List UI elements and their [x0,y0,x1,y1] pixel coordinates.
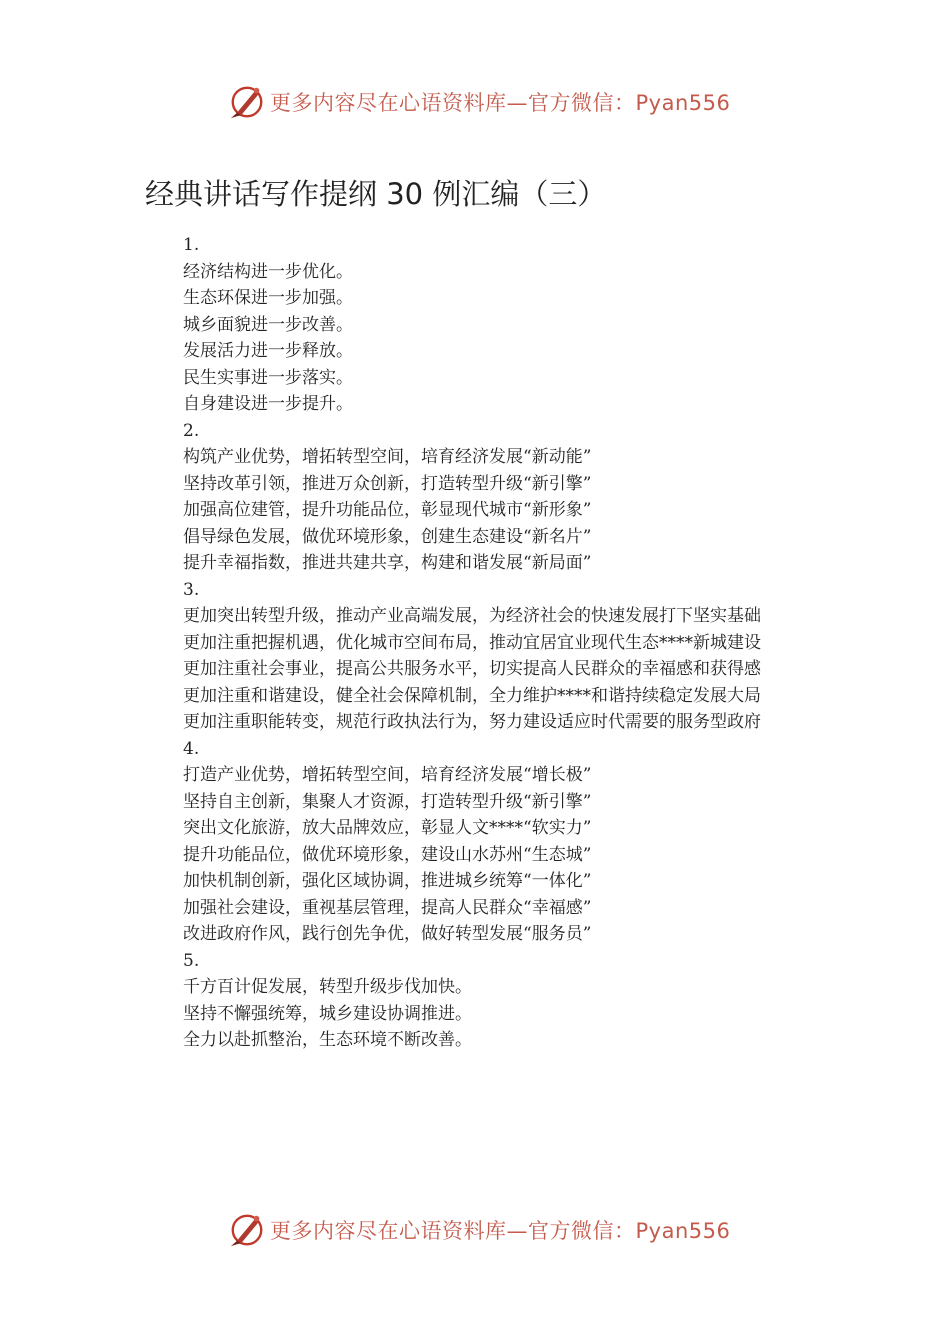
header-banner [228,82,748,122]
section-number: 1. [183,235,200,255]
document-body [145,232,810,1054]
banner-text: 更多内容尽在心语资料库—官方微信：Pyan556 [270,91,731,115]
paragraph: 更加注重把握机遇，优化城市空间布局，推动宜居宜业现代生态****新城建设 [183,632,761,653]
section-number: 5. [183,950,200,971]
list-item: 改进政府作风，践行创先争优，做好转型发展“服务员” [183,924,592,944]
section-number: 4. [183,738,200,759]
list-item: 坚持改革引领，推进万众创新，打造转型升级“新引擎” [183,473,592,494]
pen-logo-icon [228,83,266,121]
list-item: 倡导绿色发展，做优环境形象，创建生态建设“新名片” [183,526,592,547]
section-number: 3. [183,579,200,600]
list-item: 打造产业优势，增拓转型空间，培育经济发展“增长极” [183,765,592,785]
footer-banner [228,1210,748,1250]
paragraph: 更加注重社会事业，提高公共服务水平，切实提高人民群众的幸福感和获得感 [183,659,761,679]
list-item: 经济结构进一步优化。 [183,261,353,282]
document-title: 经典讲话写作提纲 30 例汇编（三） [145,177,607,211]
list-item: 突出文化旅游，放大品牌效应，彰显人文****“软实力” [183,818,592,838]
list-item: 构筑产业优势，增拓转型空间，培育经济发展“新动能” [183,447,592,467]
list-item: 提升幸福指数，推进共建共享，构建和谐发展“新局面” [183,553,592,573]
list-item: 加强社会建设，重视基层管理，提高人民群众“幸福感” [183,897,592,918]
list-item: 加快机制创新，强化区域协调，推进城乡统筹“一体化” [183,871,592,891]
list-item: 发展活力进一步释放。 [183,341,353,361]
paragraph: 更加突出转型升级，推动产业高端发展，为经济社会的快速发展打下坚实基础 [183,606,761,626]
banner-text: 更多内容尽在心语资料库—官方微信：Pyan556 [270,1219,731,1243]
list-item: 坚持不懈强统筹，城乡建设协调推进。 [183,1003,472,1024]
list-item: 全力以赴抓整治，生态环境不断改善。 [183,1030,472,1050]
paragraph: 更加注重和谐建设，健全社会保障机制，全力维护****和谐持续稳定发展大局 [183,685,761,706]
list-item: 千方百计促发展，转型升级步伐加快。 [183,977,472,997]
list-item: 坚持自主创新，集聚人才资源，打造转型升级“新引擎” [183,791,592,812]
list-item: 生态环保进一步加强。 [183,288,353,308]
list-item: 民生实事进一步落实。 [183,367,353,388]
section-number: 2. [183,420,200,441]
pen-logo-icon [228,1211,266,1249]
list-item: 提升功能品位，做优环境形象，建设山水苏州“生态城” [183,844,592,865]
list-item: 加强高位建管，提升功能品位，彰显现代城市“新形象” [183,500,592,520]
list-item: 城乡面貌进一步改善。 [183,314,353,335]
paragraph: 更加注重职能转变，规范行政执法行为，努力建设适应时代需要的服务型政府 [183,712,761,732]
list-item: 自身建设进一步提升。 [183,394,353,414]
